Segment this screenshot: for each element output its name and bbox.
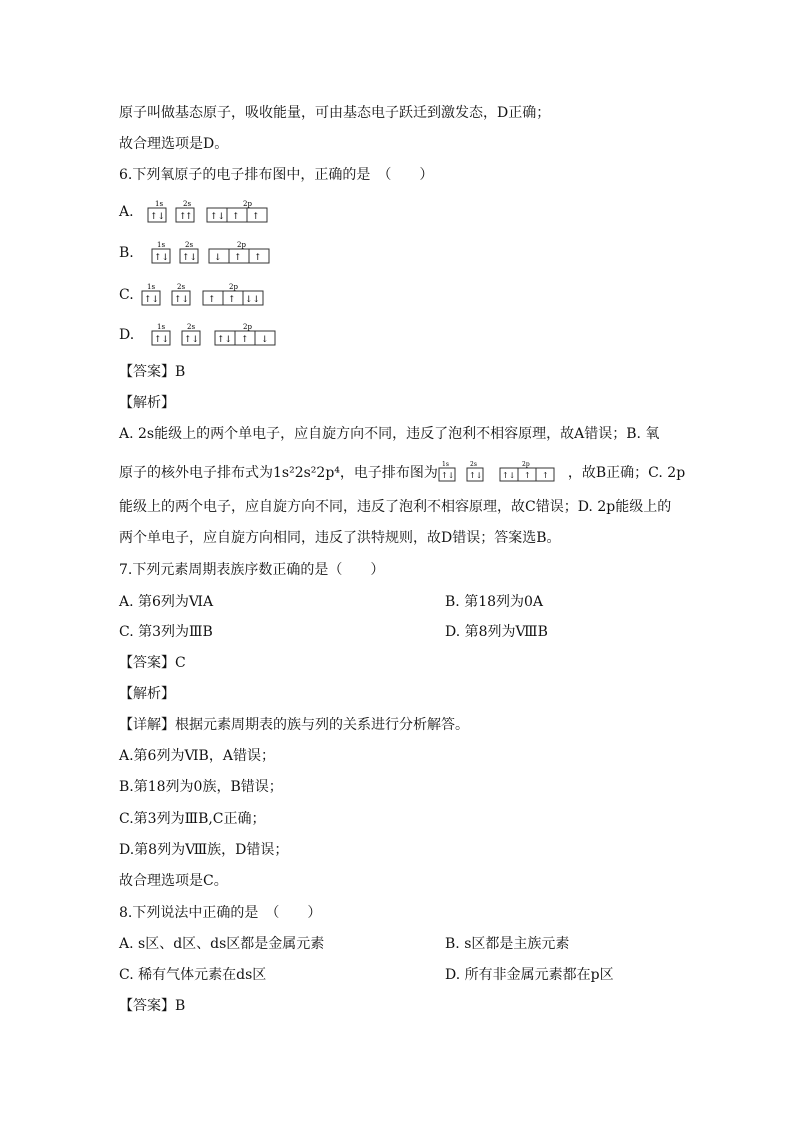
orbital-diagram-b bbox=[151, 239, 311, 265]
svg-text:1s: 1s bbox=[157, 323, 166, 331]
svg-text:2p: 2p bbox=[243, 200, 252, 208]
explanation-line: 能级上的两个电子，应自旋方向不同，违反了泡利不相容原理，故C错误；D. 2p能级上的 bbox=[119, 499, 672, 515]
orbital-diagram-d bbox=[149, 321, 319, 347]
svg-text:↑↓: ↑↓ bbox=[210, 212, 226, 222]
option-label: D. bbox=[119, 327, 135, 343]
answer-8: 【答案】B bbox=[119, 998, 186, 1014]
svg-text:↑: ↑ bbox=[523, 471, 531, 480]
svg-text:↑: ↑ bbox=[232, 212, 240, 222]
svg-text:2s: 2s bbox=[469, 461, 477, 468]
answer-6: 【答案】B bbox=[119, 364, 186, 380]
svg-text:↑: ↑ bbox=[252, 212, 260, 222]
option-label: C. bbox=[119, 287, 134, 303]
option-label: B. bbox=[119, 245, 134, 261]
svg-text:↑: ↑ bbox=[241, 335, 249, 345]
svg-text:↑↓: ↑↓ bbox=[217, 335, 233, 345]
text-line: 原子叫做基态原子，吸收能量，可由基态电子跃迁到激发态，D正确； bbox=[119, 105, 551, 121]
svg-text:↑: ↑ bbox=[228, 295, 236, 305]
detail-line: 【详解】根据元素周期表的族与列的关系进行分析解答。 bbox=[119, 717, 469, 733]
explanation-line: A. 2s能级上的两个单电子，应自旋方向不同，违反了泡利不相容原理，故A错误；B. 氧 bbox=[119, 426, 660, 442]
svg-text:↑: ↑ bbox=[185, 212, 193, 222]
svg-text:↑↓: ↑↓ bbox=[440, 471, 455, 480]
svg-text:2p: 2p bbox=[229, 283, 238, 291]
svg-text:1s: 1s bbox=[157, 241, 166, 249]
option-label: A. bbox=[119, 204, 134, 220]
option-7b: B. 第18列为0A bbox=[445, 594, 544, 610]
detail-line: D.第8列为Ⅷ族，D错误； bbox=[119, 842, 289, 858]
svg-text:↑: ↑ bbox=[179, 212, 187, 222]
option-7c: C. 第3列为ⅢB bbox=[119, 624, 213, 640]
svg-text:2s: 2s bbox=[185, 241, 194, 249]
svg-text:↑↓: ↑↓ bbox=[501, 471, 516, 480]
orbital-diagram-inline bbox=[438, 459, 568, 483]
svg-text:↑: ↑ bbox=[234, 253, 242, 263]
orbital-diagram-a bbox=[147, 198, 307, 224]
svg-text:1s: 1s bbox=[441, 461, 449, 468]
analysis-heading: 【解析】 bbox=[119, 395, 175, 411]
option-8d: D. 所有非金属元素都在p区 bbox=[445, 967, 614, 983]
option-7a: A. 第6列为ⅥA bbox=[119, 594, 214, 610]
svg-text:↑: ↑ bbox=[254, 253, 262, 263]
detail-line: A.第6列为ⅥB，A错误； bbox=[119, 748, 275, 764]
svg-text:↑↓: ↑↓ bbox=[144, 295, 160, 305]
svg-text:↑↓: ↑↓ bbox=[150, 212, 166, 222]
detail-line: 故合理选项是C。 bbox=[119, 873, 228, 889]
analysis-heading: 【解析】 bbox=[119, 686, 175, 702]
question-7: 7.下列元素周期表族序数正确的是（ ） bbox=[119, 562, 385, 578]
svg-text:↓: ↓ bbox=[214, 253, 222, 263]
answer-7: 【答案】C bbox=[119, 655, 186, 671]
svg-text:↑↓: ↑↓ bbox=[154, 253, 170, 263]
question-6: 6.下列氧原子的电子排布图中，正确的是 （ ） bbox=[119, 167, 434, 183]
svg-text:↑↓: ↑↓ bbox=[154, 335, 170, 345]
detail-line: B.第18列为0族，B错误； bbox=[119, 779, 283, 795]
svg-text:1s: 1s bbox=[155, 200, 164, 208]
text-line: 故合理选项是D。 bbox=[119, 136, 229, 152]
explanation-line: 两个单电子，应自旋方向相同，违反了洪特规则，故D错误；答案选B。 bbox=[119, 530, 561, 546]
detail-line: C.第3列为ⅢB,C正确； bbox=[119, 811, 266, 827]
explanation-text: ，故B正确；C. 2p bbox=[567, 465, 686, 481]
svg-text:1s: 1s bbox=[147, 283, 156, 291]
option-7d: D. 第8列为ⅧB bbox=[445, 624, 548, 640]
svg-text:↑↓: ↑↓ bbox=[184, 335, 200, 345]
svg-text:↓: ↓ bbox=[261, 335, 269, 345]
explanation-line bbox=[119, 459, 685, 483]
explanation-text: 原子的核外电子排布式为 bbox=[119, 465, 273, 481]
svg-text:2p: 2p bbox=[521, 461, 530, 468]
svg-text:2s: 2s bbox=[187, 323, 196, 331]
svg-text:↑↓: ↑↓ bbox=[468, 471, 483, 480]
svg-text:↑↓: ↑↓ bbox=[182, 253, 198, 263]
svg-text:2p: 2p bbox=[243, 323, 252, 331]
svg-text:2p: 2p bbox=[237, 241, 246, 249]
option-8a: A. s区、d区、ds区都是金属元素 bbox=[119, 936, 325, 952]
svg-text:↑: ↑ bbox=[208, 295, 216, 305]
svg-text:2s: 2s bbox=[177, 283, 186, 291]
svg-text:2s: 2s bbox=[183, 200, 192, 208]
explanation-text: ，电子排布图为 bbox=[339, 465, 438, 481]
option-8c: C. 稀有气体元素在ds区 bbox=[119, 967, 267, 983]
orbital-diagram-c bbox=[141, 281, 301, 307]
svg-text:↑: ↑ bbox=[541, 471, 549, 480]
svg-text:↓↓: ↓↓ bbox=[245, 295, 261, 305]
question-8: 8.下列说法中正确的是 （ ） bbox=[119, 905, 322, 921]
svg-text:↑↓: ↑↓ bbox=[174, 295, 190, 305]
electron-configuration: 1s²2s²2p⁴ bbox=[273, 465, 340, 481]
option-8b: B. s区都是主族元素 bbox=[445, 936, 570, 952]
